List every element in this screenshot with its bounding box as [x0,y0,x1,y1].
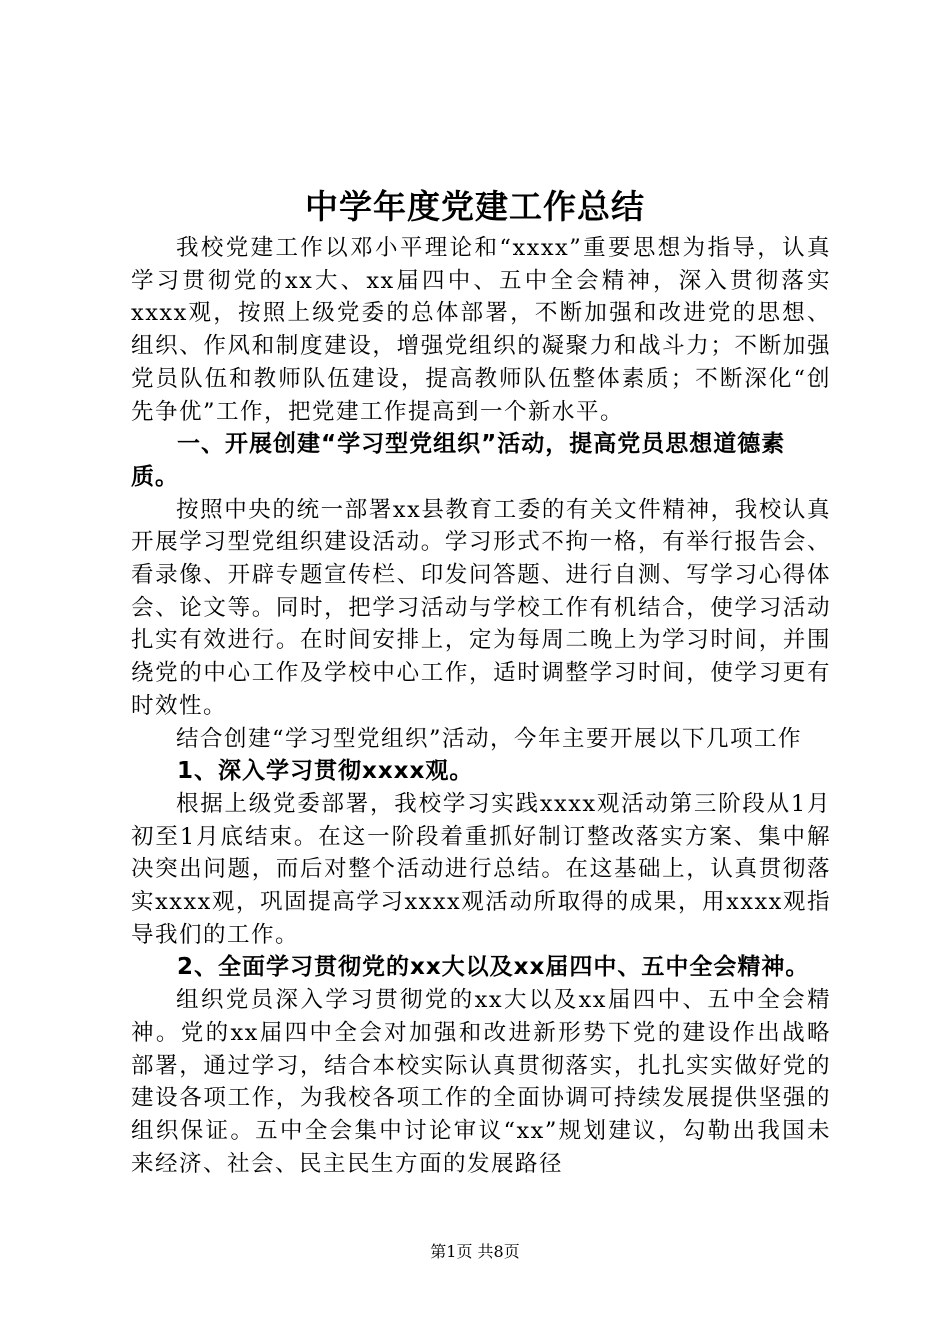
subheading-2: 2、全面学习贯彻党的xx大以及xx届四中、五中全会精神。 [177,954,810,981]
subsection-1-paragraph: 根据上级党委部署，我校学习实践xxxx观活动第三阶段从1月初至1月底结束。在这一阶段着重抓好制订整改落实方案、集中解决突出问题，而后对整个活动进行总结。在这基础上，认真贯彻落实xxxx观，巩固提高学习xxxx观活动所取得的成果，用xxxx观指导我们的工作。 [131,790,831,948]
section-heading-1: 一、开展创建“学习型党组织”活动，提高党员思想道德素质。 [131,431,786,490]
intro-paragraph: 我校党建工作以邓小平理论和“xxxx”重要思想为指导，认真学习贯彻党的xx大、xx届四中、五中全会精神，深入贯彻落实xxxx观，按照上级党委的总体部署，不断加强和改进党的思想、组织、作风和制度建设，增强党组织的凝聚力和战斗力；不断加强党员队伍和教师队伍建设，提高教师队伍整体素质；不断深化“创先争优”工作，把党建工作提高到一个新水平。 [131,235,831,425]
page-number-footer: 第1页 共8页 [430,1242,520,1261]
document-title: 中学年度党建工作总结 [305,187,645,226]
subsection-2-paragraph: 组织党员深入学习贯彻党的xx大以及xx届四中、五中全会精神。党的xx届四中全会对加强和改进新形势下党的建设作出战略部署，通过学习，结合本校实际认真贯彻落实，扎扎实实做好党的建设各项工作，为我校各项工作的全面协调可持续发展提供坚强的组织保证。五中全会集中讨论审议“xx”规划建议，勾勒出我国未来经济、社会、民主民生方面的发展路径 [131,987,831,1177]
section-1-paragraph: 按照中央的统一部署xx县教育工委的有关文件精神，我校认真开展学习型党组织建设活动。学习形式不拘一格，有举行报告会、看录像、开辟专题宣传栏、印发问答题、进行自测、写学习心得体会、论文等。同时，把学习活动与学校工作有机结合，使学习活动扎实有效进行。在时间安排上，定为每周二晚上为学习时间，并围绕党的中心工作及学校中心工作，适时调整学习时间，使学习更有时效性。 [131,496,831,719]
subheading-1: 1、深入学习贯彻xxxx观。 [177,758,474,785]
document-body [131,232,831,1180]
work-items-intro-paragraph: 结合创建“学习型党组织”活动，今年主要开展以下几项工作 [176,725,803,752]
